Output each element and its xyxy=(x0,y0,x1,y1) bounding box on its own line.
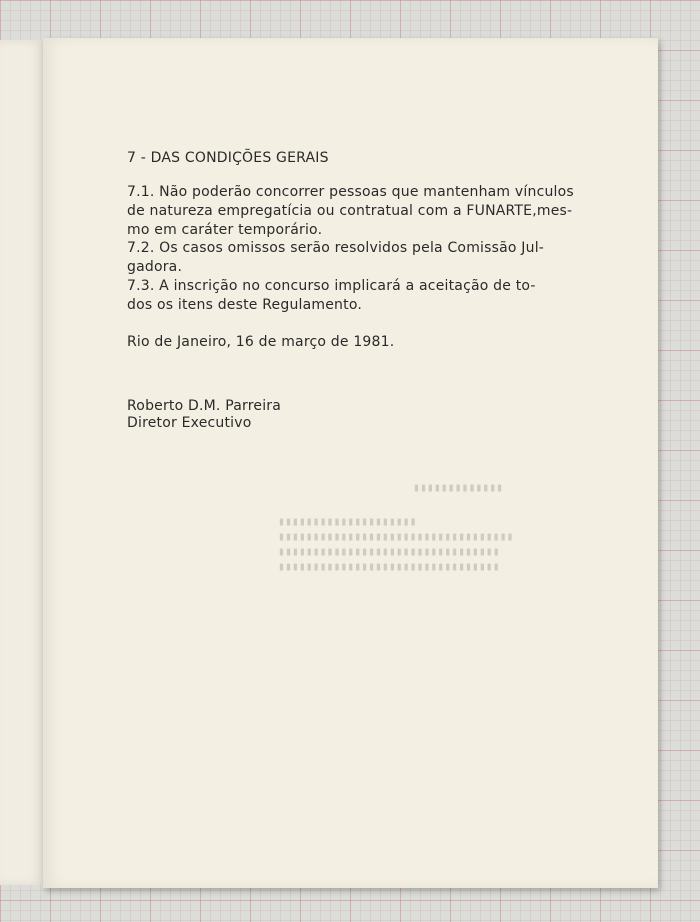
signatory-name: Roberto D.M. Parreira xyxy=(127,398,282,414)
place-date: Rio de Janeiro, 16 de março de 1981. xyxy=(127,334,395,350)
show-through-text: ▮▮▮▮▮▮▮▮▮▮▮▮▮▮▮▮▮▮▮▮▮▮▮▮▮▮▮▮▮▮▮▮ xyxy=(278,559,500,573)
item-7-1-line-3: mo em caráter temporário. xyxy=(127,222,323,238)
item-7-2-line-2: gadora. xyxy=(127,259,183,275)
item-7-3-line-1: 7.3. A inscrição no concurso implicará a aceitação de to- xyxy=(127,278,536,294)
signatory-title: Diretor Executivo xyxy=(127,415,252,431)
item-7-2-line-1: 7.2. Os casos omissos serão resolvidos pela Comissão Jul- xyxy=(127,240,545,256)
section-heading: 7 - DAS CONDIÇÕES GERAIS xyxy=(127,150,329,166)
item-7-3-line-2: dos os itens deste Regulamento. xyxy=(127,297,362,313)
item-7-1-line-1: 7.1. Não poderão concorrer pessoas que mantenham vínculos xyxy=(127,184,574,200)
show-through-text: ▮▮▮▮▮▮▮▮▮▮▮▮▮▮▮▮▮▮▮▮▮▮▮▮▮▮▮▮▮▮▮▮▮▮ xyxy=(278,529,514,543)
previous-page-edge xyxy=(0,40,45,885)
item-7-1-line-2: de natureza empregatícia ou contratual com a FUNARTE,mes- xyxy=(127,203,573,219)
show-through-text: ▮▮▮▮▮▮▮▮▮▮▮▮▮ xyxy=(413,480,504,494)
show-through-text: ▮▮▮▮▮▮▮▮▮▮▮▮▮▮▮▮▮▮▮▮▮▮▮▮▮▮▮▮▮▮▮▮ xyxy=(278,544,500,558)
document-page xyxy=(43,38,658,888)
show-through-text: ▮▮▮▮▮▮▮▮▮▮▮▮▮▮▮▮▮▮▮▮ xyxy=(278,514,417,528)
